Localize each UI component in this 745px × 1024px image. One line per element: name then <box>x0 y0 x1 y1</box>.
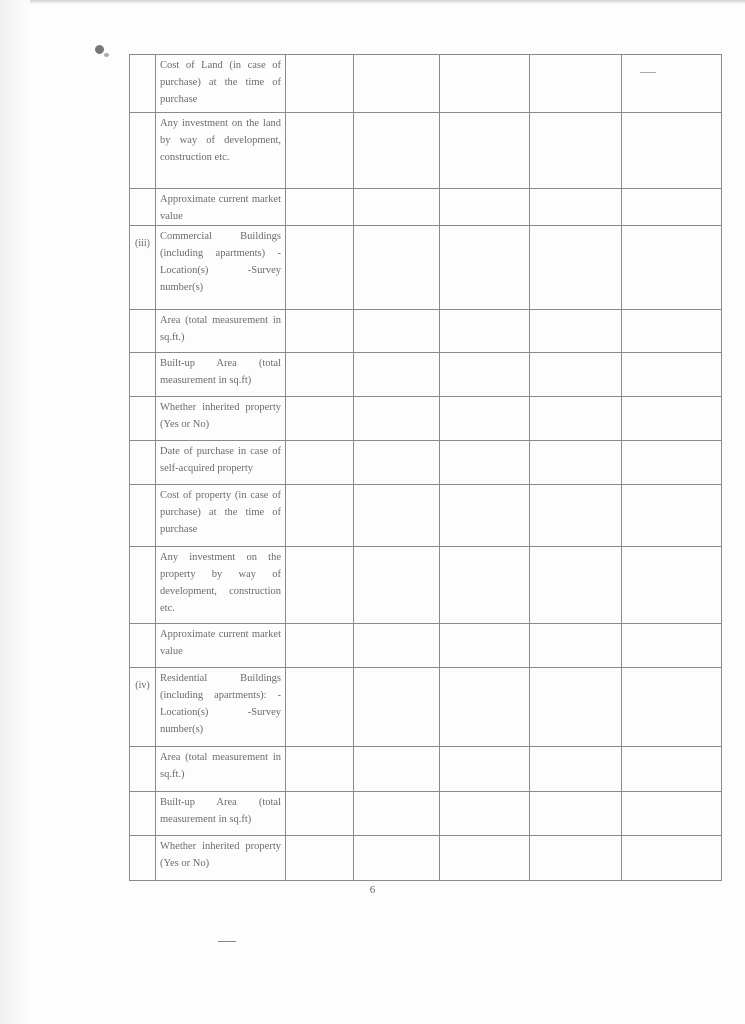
table-row <box>130 310 722 353</box>
entry-cell[interactable] <box>440 397 530 441</box>
page-number: 6 <box>369 884 376 896</box>
entry-cell[interactable] <box>354 624 440 668</box>
entry-cell[interactable] <box>622 113 722 189</box>
entry-cell[interactable] <box>622 792 722 836</box>
table-row <box>130 397 722 441</box>
entry-cell[interactable] <box>286 836 354 881</box>
entry-cell[interactable] <box>440 310 530 353</box>
entry-cell[interactable] <box>354 397 440 441</box>
row-label: Built-up Area (total measurement in sq.ft) <box>156 792 286 836</box>
row-label: Area (total measurement in sq.ft.) <box>156 310 286 353</box>
item-number <box>130 441 156 485</box>
table-row <box>130 353 722 397</box>
entry-cell[interactable] <box>440 353 530 397</box>
table-row <box>130 547 722 624</box>
item-number <box>130 624 156 668</box>
entry-cell[interactable] <box>530 310 622 353</box>
page-edge-left <box>0 0 30 1024</box>
row-label: Whether inherited property (Yes or No) <box>156 397 286 441</box>
table-row <box>130 113 722 189</box>
asset-declaration-table <box>129 54 722 881</box>
entry-cell[interactable] <box>440 547 530 624</box>
entry-cell[interactable] <box>530 547 622 624</box>
item-number <box>130 189 156 226</box>
entry-cell[interactable] <box>440 55 530 113</box>
row-label: Built-up Area (total measurement in sq.ft) <box>156 353 286 397</box>
entry-cell[interactable] <box>286 310 354 353</box>
entry-cell[interactable] <box>440 189 530 226</box>
entry-cell[interactable] <box>622 397 722 441</box>
row-label: Whether inherited property (Yes or No) <box>156 836 286 881</box>
entry-cell[interactable] <box>440 441 530 485</box>
entry-cell[interactable] <box>530 397 622 441</box>
entry-cell[interactable] <box>286 397 354 441</box>
entry-cell[interactable] <box>622 310 722 353</box>
entry-cell[interactable] <box>622 836 722 881</box>
entry-cell[interactable] <box>354 353 440 397</box>
row-label: Commercial Buildings (including apartments) -Location(s) -Survey number(s) <box>156 226 286 310</box>
entry-cell[interactable] <box>622 624 722 668</box>
entry-cell[interactable] <box>440 836 530 881</box>
row-label: Cost of property (in case of purchase) at the time of purchase <box>156 485 286 547</box>
item-number: (iv) <box>130 668 156 747</box>
item-number <box>130 310 156 353</box>
entry-cell[interactable] <box>286 792 354 836</box>
table-row <box>130 55 722 113</box>
item-number <box>130 485 156 547</box>
entry-cell[interactable] <box>530 624 622 668</box>
row-label: Residential Buildings (including apartments): -Location(s) -Survey number(s) <box>156 668 286 747</box>
item-number: (iii) <box>130 226 156 310</box>
entry-cell[interactable] <box>622 747 722 792</box>
entry-cell[interactable] <box>286 55 354 113</box>
entry-cell[interactable] <box>530 113 622 189</box>
table-row <box>130 792 722 836</box>
entry-cell[interactable] <box>622 226 722 310</box>
entry-cell[interactable] <box>354 547 440 624</box>
item-number <box>130 397 156 441</box>
entry-cell[interactable] <box>622 441 722 485</box>
entry-cell[interactable] <box>530 792 622 836</box>
row-label: Date of purchase in case of self-acquired property <box>156 441 286 485</box>
entry-cell[interactable] <box>440 113 530 189</box>
item-number <box>130 836 156 881</box>
entry-cell[interactable] <box>354 441 440 485</box>
row-label: Approximate current market value <box>156 624 286 668</box>
ink-smudge <box>95 45 104 54</box>
entry-cell[interactable] <box>354 189 440 226</box>
entry-cell[interactable] <box>354 668 440 747</box>
item-number <box>130 113 156 189</box>
entry-cell[interactable] <box>286 747 354 792</box>
entry-cell[interactable] <box>622 353 722 397</box>
entry-cell[interactable] <box>440 792 530 836</box>
entry-cell[interactable] <box>286 113 354 189</box>
row-label: Approximate current market value <box>156 189 286 226</box>
entry-cell[interactable] <box>530 747 622 792</box>
entry-cell[interactable] <box>622 547 722 624</box>
table-row <box>130 836 722 881</box>
entry-cell[interactable] <box>530 353 622 397</box>
item-number <box>130 747 156 792</box>
entry-cell[interactable] <box>622 668 722 747</box>
table-row <box>130 624 722 668</box>
table-row <box>130 441 722 485</box>
entry-cell[interactable] <box>354 485 440 547</box>
entry-cell[interactable] <box>622 189 722 226</box>
entry-cell[interactable] <box>440 485 530 547</box>
entry-cell[interactable] <box>354 792 440 836</box>
entry-cell[interactable] <box>530 668 622 747</box>
table-row <box>130 747 722 792</box>
entry-cell[interactable] <box>440 747 530 792</box>
ink-smudge-tail <box>104 53 109 57</box>
item-number <box>130 547 156 624</box>
entry-cell[interactable] <box>530 189 622 226</box>
row-label: Cost of Land (in case of purchase) at the time of purchase <box>156 55 286 113</box>
table-body <box>130 55 722 881</box>
entry-cell[interactable] <box>354 836 440 881</box>
entry-cell[interactable] <box>354 310 440 353</box>
table-row <box>130 668 722 747</box>
stray-mark <box>218 941 236 942</box>
table-row <box>130 485 722 547</box>
entry-cell[interactable] <box>530 55 622 113</box>
entry-cell[interactable] <box>286 624 354 668</box>
entry-cell[interactable] <box>354 55 440 113</box>
row-label: Any investment on the property by way of development, construction etc. <box>156 547 286 624</box>
entry-cell[interactable] <box>530 226 622 310</box>
entry-cell[interactable] <box>286 441 354 485</box>
entry-cell[interactable] <box>286 485 354 547</box>
page-edge-top <box>0 0 745 4</box>
entry-cell[interactable] <box>286 547 354 624</box>
entry-cell[interactable] <box>530 485 622 547</box>
entry-cell[interactable] <box>354 113 440 189</box>
entry-cell[interactable] <box>354 747 440 792</box>
entry-cell[interactable] <box>286 353 354 397</box>
entry-cell[interactable] <box>622 485 722 547</box>
entry-cell[interactable] <box>440 668 530 747</box>
table-row <box>130 226 722 310</box>
entry-cell[interactable] <box>622 55 722 113</box>
entry-cell[interactable] <box>286 668 354 747</box>
table-row <box>130 189 722 226</box>
row-label: Any investment on the land by way of development, construction etc. <box>156 113 286 189</box>
entry-cell[interactable] <box>354 226 440 310</box>
entry-cell[interactable] <box>286 189 354 226</box>
item-number <box>130 55 156 113</box>
entry-cell[interactable] <box>286 226 354 310</box>
entry-cell[interactable] <box>440 226 530 310</box>
item-number <box>130 792 156 836</box>
entry-cell[interactable] <box>440 624 530 668</box>
entry-cell[interactable] <box>530 836 622 881</box>
entry-cell[interactable] <box>530 441 622 485</box>
item-number <box>130 353 156 397</box>
row-label: Area (total measurement in sq.ft.) <box>156 747 286 792</box>
